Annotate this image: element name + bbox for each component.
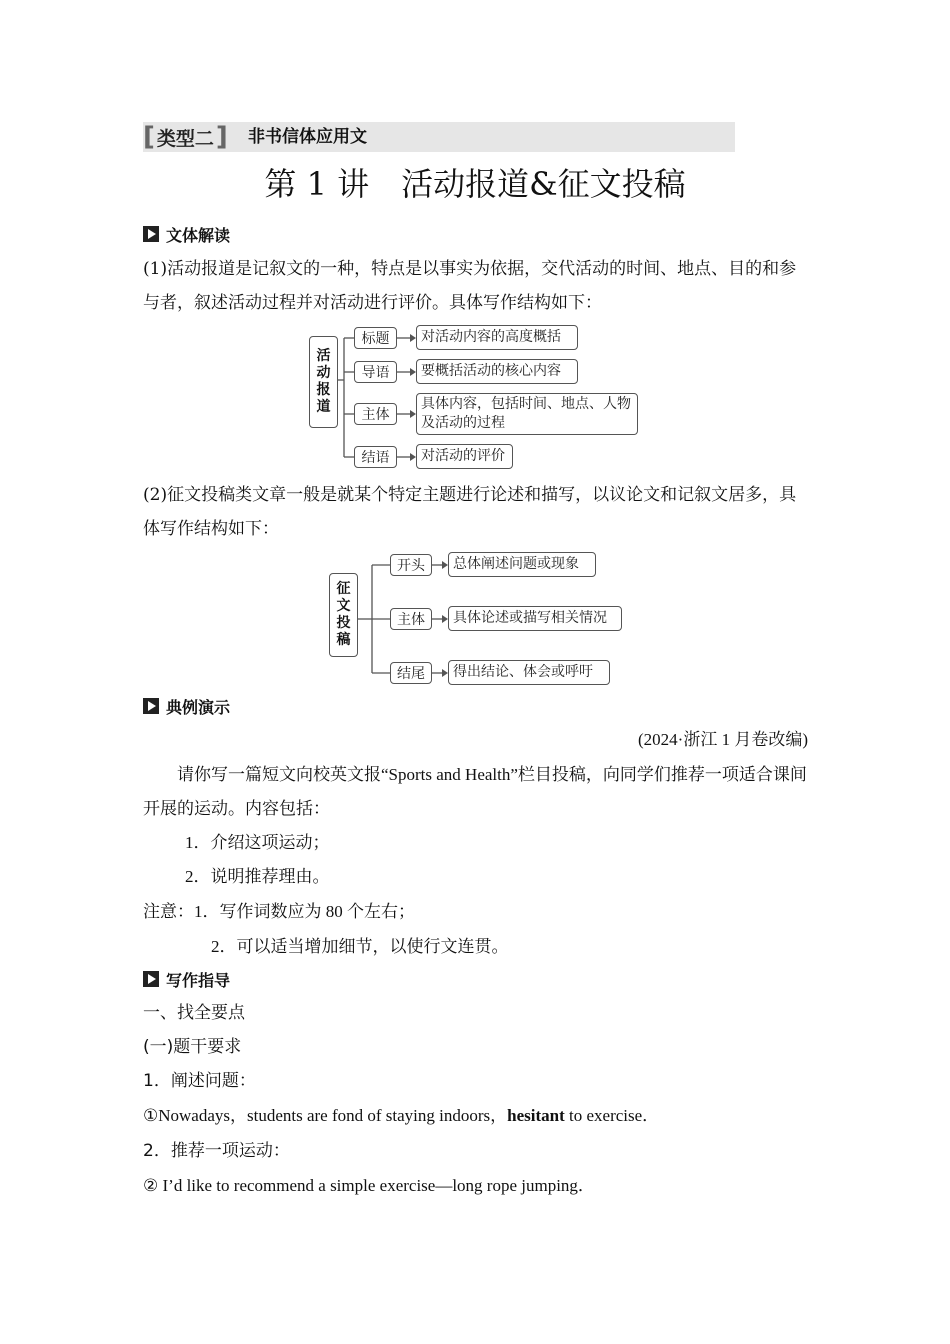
keyword-hesitant: hesitant	[507, 1106, 565, 1125]
type-tag	[143, 122, 228, 152]
diagram2-desc-ending: 得出结论、体会或呼吁	[448, 660, 610, 685]
section-label: 文体解读	[166, 225, 231, 245]
diagram1-label-title: 标题	[354, 327, 397, 349]
guide-item-1-label: 1．阐述问题：	[143, 1071, 256, 1091]
diagram2-label-ending: 结尾	[390, 662, 432, 684]
example-requirement-1: 1．介绍这项运动；	[185, 833, 330, 852]
section-label: 典例演示	[166, 697, 231, 717]
page-title: 第 1 讲 活动报道&征文投稿	[264, 165, 686, 203]
guide-item-2-label: 2．推荐一项运动：	[143, 1141, 290, 1161]
diagram1-desc-lead: 要概括活动的核心内容	[416, 359, 578, 384]
bracket-close: ]	[215, 122, 228, 152]
type-label: 类型二	[156, 127, 214, 150]
example-prompt: 请你写一篇短文向校英文报“Sports and Health”栏目投稿，向同学们推荐一项适合课间开展的运动。内容包括：	[143, 765, 807, 818]
diagram1-desc-body: 具体内容，包括时间、地点、人物及活动的过程	[416, 393, 638, 435]
play-triangle-icon	[143, 226, 159, 242]
diagram2-root: 征 文 投 稿	[329, 573, 358, 657]
diagram1-desc-title: 对活动内容的高度概括	[416, 325, 578, 350]
section-label: 写作指导	[166, 970, 231, 990]
diagram1-desc-ending: 对活动的评价	[416, 444, 513, 469]
interpretation-paragraph-2: (2)征文投稿类文章一般是就某个特定主题进行论述和描写，以议论文和记叙文居多，具体写作结构如下：	[143, 485, 797, 539]
type-header-band	[143, 122, 735, 152]
interpretation-paragraph-1: (1)活动报道是记叙文的一种，特点是以事实为依据，交代活动的时间、地点、目的和参与者，叙述活动过程并对活动进行评价。具体写作结构如下：	[143, 259, 797, 313]
example-source: (2024·浙江 1 月卷改编)	[638, 730, 808, 749]
diagram1-label-lead: 导语	[354, 361, 397, 383]
item-1-post: to exercise．	[564, 1106, 660, 1125]
example-requirement-2: 2．说明推荐理由。	[185, 867, 330, 886]
diagram2-desc-opening: 总体阐述问题或现象	[448, 552, 596, 577]
guide-item-2-text: ② I’d like to recommend a simple exercise—long rope jumping．	[143, 1176, 595, 1195]
diagram2-label-body: 主体	[390, 608, 432, 630]
diagram2-desc-body: 具体论述或描写相关情况	[448, 606, 622, 631]
diagram1-root: 活 动 报 道	[309, 336, 338, 428]
item-1-pre: ①Nowadays，students are fond of staying indoors，	[143, 1106, 508, 1125]
diagram2-label-opening: 开头	[390, 554, 432, 576]
guide-heading-1: 一、找全要点	[143, 1003, 245, 1023]
bracket-open: [	[143, 122, 155, 152]
example-note-1: 注意：1．写作词数应为 80 个左右；	[143, 902, 415, 921]
type-subtitle: 非书信体应用文	[248, 127, 367, 147]
section-guide	[143, 966, 230, 992]
diagram1-label-ending: 结语	[354, 446, 397, 468]
play-triangle-icon	[143, 698, 159, 714]
example-note-2: 2．可以适当增加细节，以使行文连贯。	[211, 937, 509, 956]
section-interpretation	[143, 221, 230, 247]
guide-item-1-text	[143, 1099, 659, 1133]
guide-heading-2: (一)题干要求	[143, 1037, 242, 1057]
section-example	[143, 693, 230, 719]
diagram1-label-body: 主体	[354, 403, 397, 425]
play-triangle-icon	[143, 971, 159, 987]
